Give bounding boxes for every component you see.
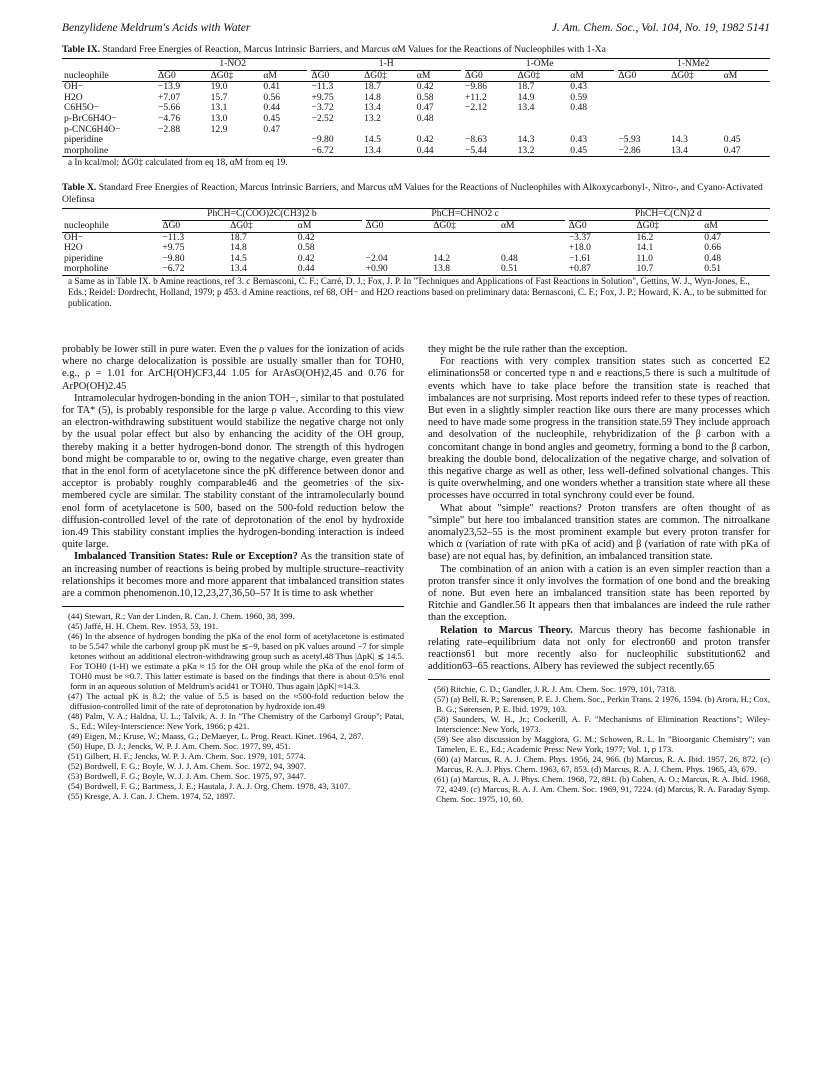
table-cell: 14.3 bbox=[517, 134, 535, 146]
table-cell: 0.48 bbox=[704, 252, 721, 264]
table-cell: 0.45 bbox=[570, 144, 588, 156]
column-header: ΔG0 bbox=[157, 69, 176, 81]
table-cell bbox=[616, 93, 669, 104]
table-cell: 15.7 bbox=[210, 91, 228, 103]
column-header: ΔG0 bbox=[464, 69, 483, 81]
group-header: 1-H bbox=[311, 59, 460, 71]
row-label: p-BrC6H4O− bbox=[64, 112, 117, 124]
table-cell bbox=[669, 103, 722, 114]
column-header: ΔG0 bbox=[311, 69, 330, 81]
table-cell bbox=[722, 114, 770, 125]
column-header: αM bbox=[501, 219, 515, 231]
table-cell: 0.51 bbox=[501, 263, 518, 275]
column-header: αM bbox=[263, 69, 277, 81]
table-cell: −2.86 bbox=[618, 144, 641, 156]
table-cell: +9.75 bbox=[311, 91, 334, 103]
table-cell: 13.8 bbox=[433, 263, 451, 275]
row-label: C6H5O− bbox=[64, 102, 100, 114]
table-cell: −5.66 bbox=[157, 102, 181, 114]
table-cell: 14.8 bbox=[364, 91, 381, 103]
table-cell: 0.48 bbox=[416, 112, 434, 124]
reference-item: (60) (a) Marcus, R. A. J. Chem. Phys. 1956, 24, 966. (b) Marcus, R. A. Ibid. 1957, 26, 872. (c) Marcus, R. A. J. Phys. Chem. 1963, 67, 853. (d) Marcus, R. A. J. Chem. Phys. 1965, 43, 679. bbox=[434, 754, 770, 775]
table-cell: 0.48 bbox=[570, 102, 588, 114]
table-ix-footnote: a In kcal/mol; ΔG0‡ calculated from eq 18, αM from eq 19. bbox=[68, 157, 288, 168]
reference-item: (45) Jaffé, H. H. Chem. Rev. 1953, 53, 191. bbox=[68, 621, 219, 632]
table-cell: −9.86 bbox=[464, 81, 488, 93]
table-cell: 18.7 bbox=[517, 81, 535, 93]
reference-item: (51) Gilbert, H. F.; Jencks, W. P. J. Am. Chem. Soc. 1979, 101, 5774. bbox=[68, 751, 306, 762]
table-cell: 14.5 bbox=[230, 252, 247, 264]
column-header: ΔG0 bbox=[568, 219, 587, 231]
table-cell bbox=[568, 114, 616, 125]
table-cell: 0.47 bbox=[723, 144, 741, 156]
column-header: ΔG0‡ bbox=[210, 69, 234, 81]
reference-item: (50) Hupe, D. J.; Jencks, W. P. J. Am. Chem. Soc. 1977, 99, 451. bbox=[68, 741, 291, 752]
table-x-grid bbox=[62, 208, 770, 276]
table-cell bbox=[516, 114, 569, 125]
table-cell: +18.0 bbox=[568, 242, 591, 254]
table-cell: 13.0 bbox=[210, 112, 228, 124]
table-cell bbox=[364, 232, 432, 243]
group-header: PhCH=C(COO)2C(CH3)2 b bbox=[162, 209, 361, 221]
table-cell bbox=[499, 232, 567, 243]
table-cell: +11.2 bbox=[464, 91, 487, 103]
reference-item: (57) (a) Bell, R. P.; Sørensen, P. E. J. Chem. Soc., Perkin Trans. 2 1976, 1594. (b) Arora, H.; Cox, B. G.; Sørensen, P. E. Ibid. 1979, 103. bbox=[434, 694, 770, 715]
section-heading: Imbalanced Transition States: Rule or Exception? bbox=[74, 551, 298, 563]
section-heading: Relation to Marcus Theory. bbox=[440, 624, 573, 636]
table-cell bbox=[669, 82, 722, 93]
table-cell: 18.7 bbox=[364, 81, 381, 93]
table-cell bbox=[463, 114, 516, 125]
paragraph: Imbalanced Transition States: Rule or Exception? As the transition state of an increasing number of reactions is being probed by multiple structure–reactivity relationships it becomes more and more apparent that imbalanced transition states are a common phenomenon.10,12,23,27,36,50–57 It is time to ask whether bbox=[62, 551, 404, 600]
reference-item: (53) Bordwell, F. G.; Boyle, W. J. J. Am. Chem. Soc. 1975, 97, 3447. bbox=[68, 771, 307, 782]
table-cell: −5.93 bbox=[618, 134, 641, 146]
table-cell: 19.0 bbox=[210, 81, 228, 93]
table-cell bbox=[722, 93, 770, 104]
row-label: p-CNC6H4O− bbox=[64, 123, 121, 135]
table-row bbox=[62, 264, 770, 275]
table-cell: 14.3 bbox=[671, 134, 688, 146]
table-cell: 13.2 bbox=[364, 112, 381, 124]
table-cell: 13.1 bbox=[210, 102, 228, 114]
left-references bbox=[62, 606, 404, 801]
table-cell: 13.4 bbox=[364, 144, 381, 156]
table-cell: 0.42 bbox=[416, 134, 434, 146]
column-header: ΔG0 bbox=[162, 219, 181, 231]
table-cell: −11.3 bbox=[311, 81, 334, 93]
table-cell: +7.07 bbox=[157, 91, 181, 103]
column-header: ΔG0‡ bbox=[230, 219, 253, 231]
reference-item: (48) Palm, V. A.; Haldna, U. L.; Talvik, A. J. In "The Chemistry of the Carbonyl Group"; Patai, S., Ed.; Wiley-Interscience: New York, 1966; p 421. bbox=[68, 711, 404, 732]
row-label: OH− bbox=[64, 231, 84, 243]
reference-item: (44) Stewart, R.; Van der Linden, R. Can. J. Chem. 1960, 38, 399. bbox=[68, 611, 295, 622]
table-cell: −5.44 bbox=[464, 144, 488, 156]
table-cell bbox=[616, 103, 669, 114]
table-cell: 18.7 bbox=[230, 231, 247, 243]
journal-page bbox=[62, 22, 770, 805]
table-cell bbox=[209, 135, 262, 146]
table-x-footnote: a Same as in Table IX. b Amine reactions, ref 3. c Bernasconi, C. F.; Carré, D. J.; Fox, J. P. In "Techniques and Applications of Fast Reactions in Solution", Gettins, W. J., Wyn-Jones, E., Eds.; Reidel: Dordrecht, Holland, 1979; p 453. d Amine reactions, ref 68, OH− and H2O reactions based on preliminary data: Bernasconi, C. F.; Fox, J. P.; Howard, K. A., to be submitted for publication. bbox=[68, 275, 767, 308]
table-cell: −3.37 bbox=[568, 231, 591, 243]
table-cell: 14.1 bbox=[636, 242, 654, 254]
reference-item: (46) In the absence of hydrogen bonding the pKa of the enol form of acetylacetone is estimated to be 5.547 while the carbonyl group pK must be ≲−9, based on pK values around −7 for simple ketones without an additional electron-withdrawing group such as acetyl.48 Thus |ΔpK| ≲ 14.5. For TOH0 (1-H) we estimate a pKa ≈ 15 for the OH group while the pKa of the enol form of TOH0 must be ≈0.7. This latter estimate is based on the findings that there is about 0.5% enol form in an aqueous solution of Meldrum's acid41 or TOH0. Thus again |ΔpK| ≈14.3. bbox=[68, 631, 404, 692]
table-cell: 11.0 bbox=[636, 252, 653, 264]
table-cell: −1.61 bbox=[568, 252, 591, 264]
paragraph: The combination of an anion with a cation is an even simpler reaction than a proton transfer since it only involves the formation of one bond and the breaking of none. But even here an imbalanced transition state has been reported by Ritchie and Gandler.56 It appears then that imbalances are indeed the rule rather than the exception. bbox=[428, 563, 770, 624]
column-header: αM bbox=[570, 69, 584, 81]
row-label: H2O bbox=[64, 91, 83, 103]
table-cell: 0.44 bbox=[297, 263, 315, 275]
table-cell: 0.48 bbox=[501, 252, 518, 264]
reference-item: (52) Bordwell, F. G.; Boyle, W. J. J. Am. Chem. Soc. 1972, 94, 3907. bbox=[68, 761, 307, 772]
table-cell bbox=[616, 114, 669, 125]
reference-item: (49) Eigen, M.; Kruse, W.; Maass, G.; DeMaeyer, L. Prog. React. Kinet. 1964, 2, 287. bbox=[68, 731, 364, 742]
column-header: ΔG0‡ bbox=[433, 219, 456, 231]
row-label: H2O bbox=[64, 242, 83, 254]
table-cell bbox=[156, 135, 209, 146]
column-header: ΔG0‡ bbox=[636, 219, 660, 231]
table-cell: 12.9 bbox=[210, 123, 228, 135]
reference-item: (61) (a) Marcus, R. A. J. Phys. Chem. 1968, 72, 891. (b) Cohen, A. O.; Marcus, R. A. Ibid. 1968, 72, 4249. (c) Marcus, R. A. J. Am. Chem. Soc. 1969, 91, 7224. (d) Marcus, R. A. Faraday Symp. Chem. Soc. 1975, 10, 60. bbox=[434, 774, 770, 805]
column-header: ΔG0 bbox=[618, 69, 637, 81]
table-row bbox=[62, 146, 770, 157]
table-cell bbox=[616, 82, 669, 93]
table-cell: 0.51 bbox=[704, 263, 721, 275]
table-cell: 0.44 bbox=[416, 144, 434, 156]
table-cell: 0.42 bbox=[297, 231, 315, 243]
table-cell: +0.90 bbox=[365, 263, 388, 275]
reference-item: (58) Saunders, W. H., Jr.; Cockerill, A. F. "Mechanisms of Elimination Reactions"; Wiley-Interscience: New York, 1973. bbox=[434, 714, 770, 735]
table-cell: 0.56 bbox=[263, 91, 281, 103]
table-cell: 0.42 bbox=[297, 252, 315, 264]
paragraph: Relation to Marcus Theory. Marcus theory has become fashionable in relating rate–equilibrium data not only for electron60 and proton transfer reactions61 but more recently also for nucleophilic substitution62 and addition63–65 reactions. Albery has reviewed the subject recently.65 bbox=[428, 624, 770, 673]
column-header: ΔG0‡ bbox=[671, 69, 694, 81]
table-cell: 14.5 bbox=[364, 134, 381, 146]
reference-item: (56) Ritchie, C. D.; Gandler, J. R. J. Am. Chem. Soc. 1979, 101, 7318. bbox=[434, 684, 677, 695]
paragraph: For reactions with very complex transition states such as concerted E2 eliminations58 or concerted type n and e reactions,5 there is such a multitude of events which have to take place before the transition state is reached that imbalances are not surprising. Most reports indeed refer to these types of reaction. But even in a slightly simpler reaction like ours there are many processes which need to have made some progress in the transition state.59 They include approach and desolvation of the nucleophile, rehybridization of the β carbon with a concomitant change in bond angles and geometry, forming a bond to the β carbon, breaking the double bond, delocalization of the negative charge, and solvation of this negative charge as well as other, less well-defined solvational changes. This is quite overwhelming, and one wonders whether a transition state where all these processes have occurred in total synchrony could ever be found. bbox=[428, 356, 770, 502]
group-header: PhCH=C(CN)2 d bbox=[569, 209, 768, 221]
table-cell: −2.04 bbox=[365, 252, 388, 264]
group-header: 1-NMe2 bbox=[618, 59, 768, 71]
table-cell: 0.45 bbox=[263, 112, 281, 124]
table-cell: 0.59 bbox=[570, 91, 588, 103]
table-cell: −2.88 bbox=[157, 123, 181, 135]
table-ix bbox=[62, 44, 770, 168]
table-cell: −3.72 bbox=[311, 102, 334, 114]
column-header: ΔG0‡ bbox=[517, 69, 541, 81]
right-references bbox=[428, 679, 770, 804]
table-cell: 0.44 bbox=[263, 102, 281, 114]
table-cell bbox=[431, 232, 499, 243]
table-ix-grid bbox=[62, 58, 770, 157]
row-label: piperidine bbox=[64, 134, 103, 146]
reference-item: (59) See also discussion by Maggiora, G. M.; Schowen, R. L. In "Bioorganic Chemistry"; van Tamelen, E. E., Ed.; Academic Press: New York, 1977; Vol. 1, p 173. bbox=[434, 734, 770, 755]
column-header: αM bbox=[704, 219, 718, 231]
reference-item: (54) Bordwell, F. G.; Bartmess, J. E.; Hautala, J. A. J. Org. Chem. 1978, 43, 3107. bbox=[68, 781, 351, 792]
table-cell: 10.7 bbox=[636, 263, 654, 275]
table-ix-group-row bbox=[62, 59, 770, 71]
left-column bbox=[62, 344, 404, 804]
table-x-body bbox=[62, 232, 770, 275]
column-header: ΔG0‡ bbox=[364, 69, 387, 81]
table-cell: 0.43 bbox=[570, 81, 588, 93]
table-cell: 0.47 bbox=[704, 231, 721, 243]
table-row bbox=[62, 114, 770, 125]
table-cell bbox=[722, 82, 770, 93]
column-header: ΔG0 bbox=[365, 219, 384, 231]
table-cell: −9.80 bbox=[311, 134, 334, 146]
row-label: OH− bbox=[64, 81, 84, 93]
table-cell: 13.2 bbox=[517, 144, 535, 156]
paragraph: What about "simple" reactions? Proton transfers are often thought of as "simple" but here too imbalanced transition states are common. The nitroalkane anomaly23,52–55 is the most prominent example but every proton transfer for which α (variation of rate with pKa of acid) and β (variation of rate with pKa of base) are not equal has, by definition, an imbalanced transition state. bbox=[428, 502, 770, 563]
reference-item: (55) Kresge, A. J. Can. J. Chem. 1974, 52, 1897. bbox=[68, 791, 236, 802]
table-x bbox=[62, 182, 770, 309]
running-header bbox=[62, 22, 770, 40]
table-cell: 0.42 bbox=[416, 81, 434, 93]
table-cell: −4.76 bbox=[157, 112, 181, 124]
row-label: morpholine bbox=[64, 144, 109, 156]
paragraph: they might be the rule rather than the exception. bbox=[428, 344, 628, 355]
table-cell bbox=[261, 146, 309, 157]
table-cell: −6.72 bbox=[311, 144, 334, 156]
table-cell: 16.2 bbox=[636, 231, 654, 243]
table-cell: −13.9 bbox=[157, 81, 181, 93]
table-cell: 13.4 bbox=[517, 102, 535, 114]
table-ix-caption: Table IX. Standard Free Energies of Reaction, Marcus Intrinsic Barriers, and Marcus αM Values for the Reactions of Nucleophiles with 1-Xa bbox=[62, 44, 606, 55]
column-header: αM bbox=[416, 69, 431, 81]
table-row bbox=[62, 125, 770, 136]
table-cell bbox=[722, 103, 770, 114]
paragraph: probably be lower still in pure water. Even the ρ values for the ionization of acids where no charge delocalization is possible are usually smaller than for TOH0, e.g., ρ = 1.01 for ArCH(OH)CF3,44 1.05 for ArAsO(OH)2,45 and 0.76 for ArPO(OH)2.45 bbox=[62, 344, 404, 392]
table-cell bbox=[669, 93, 722, 104]
table-x-caption: Table X. Standard Free Energies of Reaction, Marcus Intrinsic Barriers, and Marcus αM Values for the Reactions of Nucleophiles with Alkoxycarbonyl-, Nitro-, and Cyano-Activated Olefinsa bbox=[62, 182, 763, 206]
table-cell: −2.12 bbox=[464, 102, 488, 114]
group-header: PhCH=CHNO2 c bbox=[366, 209, 565, 221]
table-cell: 13.4 bbox=[230, 263, 247, 275]
column-header: nucleophile bbox=[64, 69, 109, 81]
header-journal: J. Am. Chem. Soc., Vol. 104, No. 19, 1982 5141 bbox=[551, 22, 770, 34]
table-row bbox=[62, 135, 770, 146]
table-cell: 13.4 bbox=[364, 102, 381, 114]
table-cell: 14.2 bbox=[433, 252, 451, 264]
table-cell: 0.47 bbox=[416, 102, 434, 114]
table-cell: 0.58 bbox=[416, 91, 434, 103]
header-title: Benzylidene Meldrum's Acids with Water bbox=[62, 22, 251, 34]
table-cell: −8.63 bbox=[464, 134, 488, 146]
table-cell: 0.41 bbox=[263, 81, 281, 93]
table-cell: 0.43 bbox=[570, 134, 588, 146]
table-cell: 14.8 bbox=[230, 242, 247, 254]
group-header: 1-OMe bbox=[465, 59, 614, 71]
table-cell: 0.45 bbox=[723, 134, 741, 146]
table-cell: +9.75 bbox=[162, 242, 185, 254]
paragraph: Intramolecular hydrogen-bonding in the anion TOH−, similar to that postulated for TA* (5), is probably responsible for the large ρ value. According to this view an electron-withdrawing substituent would stabilize the negative charge not only by the usual polar effect but also by enhancing the acidity of the OH group, thereby making it a better hydrogen-bond donor. The strength of this hydrogen bond might be comparable to or, owing to the negative charge, even greater than that in the enol form of acetylacetone since the pK difference between donor and acceptor is probably roughly comparable46 and the geometries of the six-membered cycle are similar. The stability constant of the intramolecularly bound enol form of acetylacetone is 500, based on the 500-fold reduction below the diffusion-controlled level of the rate of deprotonation of the enol by hydroxide ion.49 This stability constant implies the hydrogen-bonding interaction is indeed quite large. bbox=[62, 392, 404, 551]
table-cell: −6.72 bbox=[162, 263, 185, 275]
table-cell: 14.9 bbox=[517, 91, 535, 103]
table-cell bbox=[669, 114, 722, 125]
table-cell: 0.47 bbox=[263, 123, 281, 135]
table-cell: −9.80 bbox=[162, 252, 185, 264]
row-label: piperidine bbox=[64, 252, 103, 264]
reference-item: (47) The actual pK is 8.2; the value of 5.5 is based on the ≈500-fold reduction below the diffusion-controlled limit of the rate of deprotonation by hydroxide ion.49 bbox=[68, 691, 404, 712]
column-header: αM bbox=[297, 219, 312, 231]
table-cell bbox=[156, 146, 209, 157]
column-header: nucleophile bbox=[64, 219, 109, 231]
column-header: αM bbox=[723, 69, 738, 81]
table-cell: −2.52 bbox=[311, 112, 334, 124]
table-cell: +0.87 bbox=[568, 263, 591, 275]
row-label: morpholine bbox=[64, 263, 109, 275]
table-cell: 0.58 bbox=[297, 242, 315, 254]
table-x-column-row bbox=[62, 221, 770, 232]
right-column bbox=[428, 344, 770, 804]
body-columns bbox=[62, 344, 770, 804]
table-cell bbox=[261, 135, 309, 146]
table-cell: 0.66 bbox=[704, 242, 721, 254]
table-cell: 13.4 bbox=[671, 144, 688, 156]
table-ix-body bbox=[62, 82, 770, 157]
table-ix-column-row bbox=[62, 71, 770, 82]
group-header: 1-NO2 bbox=[158, 59, 307, 71]
table-cell bbox=[209, 146, 262, 157]
table-cell: −11.3 bbox=[162, 231, 185, 243]
